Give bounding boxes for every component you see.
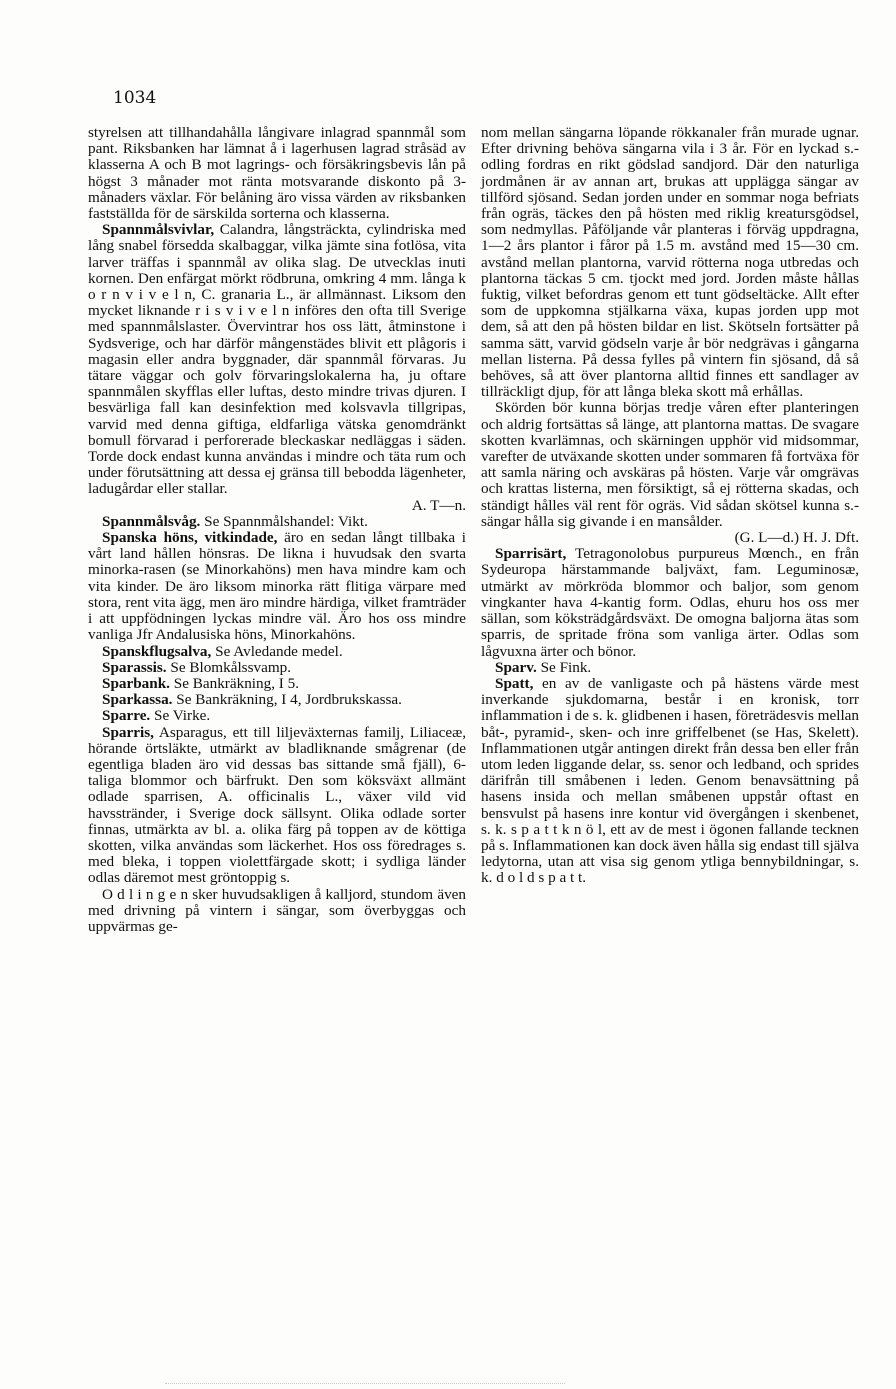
author-signature: A. T—n. [411, 496, 466, 514]
dictionary-entry [481, 660, 859, 676]
dictionary-entry [481, 676, 859, 887]
entry-headword: Spatt, [495, 674, 534, 692]
right-column [481, 125, 859, 887]
entry-text: nom mellan sängarna löpande rökkanaler från murade ugnar. Efter drivning behöva sängarna vila i 3 år. För en lyckad s.-odling fordras en rikt gödslad sandjord. Där den naturliga jordmånen är av annan art, brukas att upplägga sängar av tillförd sjösand. Sedan jorden under en sommar noga befriats från ogräs, täckes den på hösten med riklig kreatursgödsel, som nedmyllas. Påföljande vår planteras i förväg uppdragna, 1—2 års plantor i fåror på 1.5 m. avstånd med 15—30 cm. avstånd mellan plantorna, varvid rötterna noga utbredas och plantorna täckas 5 cm. tjockt med jord. Jorden måste hållas fuktig, vilket befordras genom ett tunt gödseltäcke. Allt efter som de uppkomna stjälkarna växa, kupas jorden upp mot dem, så att den på hösten bildar en list. Skötseln fortsätter på samma sätt, varvid gödseln varje år bör nedgrävas i gångarna mellan listerna. På dessa fylles på vintern fin sjösand, då så behöves, så att över plantorna alltid finnes ett sandlager av tillräckligt djup, för att långa bleka skott må erhållas. [481, 124, 859, 401]
left-column [88, 125, 466, 935]
dictionary-entry [88, 725, 466, 887]
entry-text: Asparagus, ett till liljeväxternas familj, Liliaceæ, hörande örtsläkte, utmärkt av bladliknande smågrenar (de egentliga bladen äro vid dessas bas sittande små fjäll), 6-taliga blommor och bärfrukt. Den som köksväxt allmänt odlade sparrisen, A. officinalis L., växer vild vid havsstränder, i Sverige dock sällsynt. Olika odlade sorter finnas, utmärkta av bl. a. olika färg på toppen av de köttiga skotten, vilka användas som läckerhet. Hos oss föredrages s. med bleka, i toppen violettfärgade skott; i sydliga länder odlas däremot mest gröntoppig s. [88, 723, 466, 887]
dictionary-entry [88, 692, 466, 708]
entry-text: Se Blomkålssvamp. [166, 658, 292, 676]
entry-text: Se Virke. [150, 707, 211, 725]
entry-headword: Sparrisärt, [495, 545, 567, 563]
entry-text: Calandra, långsträckta, cylindriska med lång snabel försedda skalbaggar, vilka jämte sina fotlösa, vita larver träffas i spannmål av olika slag. De utvecklas inuti kornen. Den enfärgat mörkt rödbruna, omkring 4 mm. långa k o r n v i v e l n, C. granaria L., är allmännast. Liksom den mycket liknande r i s v i v e l n införes den ofta till Sverige med spannmålslaster. Övervintrar hos oss lätt, åtminstone i Sydsverige, och har därför mångenstädes blivit ett plågoris i magasin eller andra byggnader, där spannmål förvaras. Ju tätare väggar och golv förvaringslokalerna ha, ju oftare spannmålen skyfflas eller luftas, desto mindre trivas djuren. I besvärliga fall kan desinfektion med kolsvavla tillgripas, varvid med denna giftiga, eldfarliga vätska genomdränkt bomull förvarad i perforerade bleckaskar nedläggas i säden. Torde dock endast kunna användas i mindre och täta rum och under förutsättning att dessa ej gränsa till bebodda lägenheter, ladugårdar eller stallar. [88, 221, 466, 498]
entry-headword: Spanskflugsalva, [102, 642, 212, 660]
entry-text: Se Spannmålshandel: Vikt. [200, 512, 368, 530]
entry-headword: Sparassis. [102, 658, 167, 676]
entry-text: Se Bankräkning, I 4, Jordbrukskassa. [172, 691, 402, 709]
entry-headword: Sparkassa. [102, 691, 173, 709]
entry-headword: Sparv. [495, 658, 537, 676]
entry-headword: Spannmålsvivlar, [102, 221, 215, 239]
entry-text: styrelsen att tillhandahålla långivare inlagrad spannmål som pant. Riksbanken har lämnat å i lagerhusen lagrad stråsäd av klasserna A och B mot lagrings- och försäkringsbevis lån på högst 3 månader mot ränta motsvarande diskonto på 3-månaders växlar. För belåning äro vissa värden av riksbanken fastställda för de särskilda sorterna och klasserna. [88, 124, 466, 223]
dictionary-entry [88, 676, 466, 692]
dictionary-entry [88, 708, 466, 724]
entry-headword: Sparbank. [102, 674, 170, 692]
author-signature: (G. L—d.) H. J. Dft. [734, 529, 859, 547]
dictionary-entry [88, 530, 466, 643]
entry-headword: Spannmålsvåg. [102, 512, 201, 530]
entry-headword: Sparris, [102, 723, 154, 741]
dictionary-entry [88, 514, 466, 530]
paragraph [481, 125, 859, 400]
entry-headword: Sparre. [102, 707, 151, 725]
entry-text: äro en sedan långt tillbaka i vårt land hållen hönsras. De likna i huvudsak den svarta minorka-rasen (se Minorkahöns) men hava mindre kam och vita kinder. De äro liksom minorka rätt flitiga värpare med stora, rent vita ägg, men äro mindre härdiga, vilket framträder i att uppfödningen lyckas mindre väl. Äro hos oss mindre vanliga Jfr Andalusiska höns, Minorkahöns. [88, 529, 466, 644]
paragraph [88, 887, 466, 936]
entry-text: O d l i n g e n sker huvudsakligen å kalljord, stundom även med drivning på vintern i sängar, som överbyggas och uppvärmas ge- [88, 885, 466, 935]
dictionary-entry [88, 644, 466, 660]
entry-text: Se Avledande medel. [211, 642, 343, 660]
entry-headword: Spanska höns, vitkindade, [102, 529, 278, 547]
dictionary-entry [481, 546, 859, 659]
paragraph [481, 400, 859, 546]
dictionary-entry [88, 222, 466, 514]
entry-text: en av de vanligaste och på hästens värde mest inverkande sjukdomarna, består i en kronisk, torr inflammation i de s. k. glidbenen i hasen, företrädesvis mellan båt-, pyramid-, sken- och inre griffelbenet (se Has, Skelett). Inflammationen utgår antingen direkt från dessa ben eller från utom leden liggande delar, ss. senor och ledband, och sprides därifrån till småbenen i leden. Genom benavsättning på hasens insida och mellan småbenen uppstår oftast en bensvulst på hasens inre kontur vid övergången i skenbenet, s. k. s p a t t k n ö l, ett av de mest i ögonen fallande tecknen på s. Inflammationen kan dock även hålla sig endast till själva ledytorna, utan att visa sig genom ytliga bennybildningar, s. k. d o l d s p a t t. [481, 674, 859, 887]
dictionary-entry [88, 660, 466, 676]
paragraph [88, 125, 466, 222]
entry-text: Tetragonolobus purpureus Mœnch., en från Sydeuropa härstammande baljväxt, fam. Leguminosæ, utmärkt av mörkröda blommor och baljor, som genom vingkanter hava 4-kantig form. Odlas, ehuru hos oss mer sällan, som köksträdgårdsväxt. De omogna baljorna ätas som sparris, de spritade fröna som vanliga ärter. Odlas som lågvuxna ärter och bönor. [481, 545, 859, 660]
entry-text: Se Fink. [536, 658, 592, 676]
entry-text: Se Bankräkning, I 5. [169, 674, 300, 692]
scan-artifact [165, 1383, 565, 1387]
entry-text: Skörden bör kunna börjas tredje våren efter planteringen och aldrig fortsättas så länge, att plantorna mattas. De svagare skotten kvarlämnas, och skärningen upphör vid midsommar, varefter de utväxande skotten under sommaren få fortväxa för att samla näring och avskäras på hösten. Varje vår omgrävas och krattas listerna, men försiktigt, så ej rötterna skadas, och ständigt hålles väl rent för ogräs. Vid sådan skötsel kunna s.-sängar hålla sig givande i en mansålder. [481, 399, 859, 530]
page-number: 1034 [113, 88, 157, 108]
